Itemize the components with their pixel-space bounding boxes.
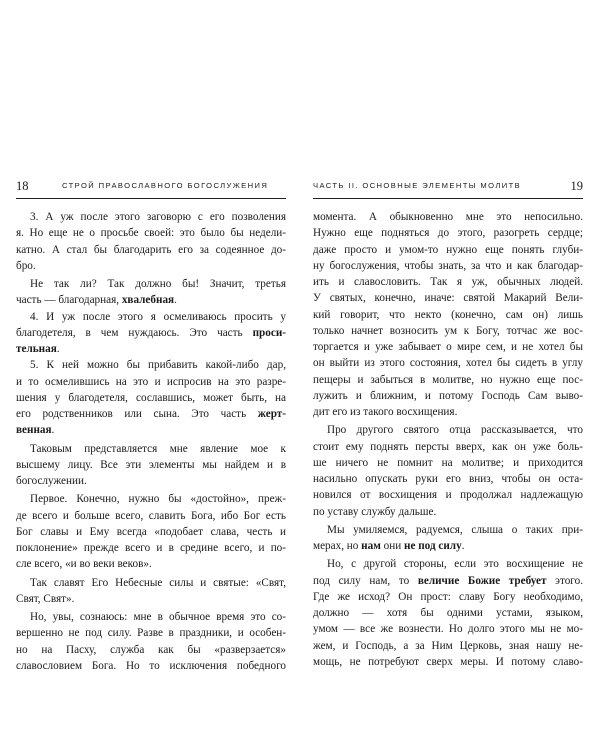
text-line: У святых, конечно, иначе: святой Макарий Вели- xyxy=(313,292,583,305)
bold-text: жерт- xyxy=(257,408,286,420)
right-running-head: ЧАСТЬ II. ОСНОВНЫЕ ЭЛЕМЕНТЫ МОЛИТВ xyxy=(313,181,522,190)
text-line xyxy=(16,406,286,422)
text-line xyxy=(16,341,286,357)
text-line: Не так ли? Так должно бы! Значит, третья xyxy=(30,278,286,290)
text-line: Про другого святого отца рассказывается, что xyxy=(327,424,583,437)
text-line xyxy=(16,292,286,308)
bold-text: проси- xyxy=(252,326,286,339)
bold-text: величие Божие требует xyxy=(417,574,547,587)
text-line: поклонение» прежде всего и в средине всего, и по- xyxy=(16,542,286,554)
text-line: вершенно не под силу. Разве в праздники, и особен- xyxy=(16,627,286,640)
text-line: насильно опускать руки его вниз, чтобы он оста- xyxy=(313,473,583,485)
text-line: катно. А стал бы благодарить его за содеянное до- xyxy=(16,243,286,256)
left-page xyxy=(16,178,286,674)
text-line: Свят, Свят». xyxy=(16,592,75,605)
text-line: Нужно еще подняться до этого, разогреть сердце; xyxy=(313,227,583,240)
text-line xyxy=(313,573,583,589)
right-page-text xyxy=(313,209,583,670)
text-span: благодетеля, в чем нуждаюсь. Это часть xyxy=(16,326,253,339)
text-line: Бог славы и Ему всегда «подобает слава, честь и xyxy=(16,525,286,538)
text-line: по уставу службу дальше. xyxy=(313,505,437,518)
bold-text: тельная xyxy=(16,343,57,355)
text-line: Так славят Его Небесные силы и святые: «Свят, xyxy=(30,576,286,589)
text-line: Первое. Конечно, нужно бы «достойно», преж- xyxy=(30,493,286,506)
text-line: пещеры и забыться в молитве, но нужно еще пос- xyxy=(313,373,583,386)
text-span: они xyxy=(380,540,405,552)
left-page-header xyxy=(16,178,286,199)
text-line: Но, увы, сознаюсь: мне в обычное время это со- xyxy=(30,611,286,623)
text-span: этого. xyxy=(546,574,583,587)
text-line xyxy=(313,538,583,554)
text-line: он выйти из этого состояния, хотел бы сидеть в углу xyxy=(313,357,583,370)
bold-text: венная xyxy=(16,424,52,437)
text-line: дит его из такого восхищения. xyxy=(313,406,458,418)
text-line: Где же исход? Он прост: славу Богу необходимо, xyxy=(313,590,583,603)
text-line: Но, с другой стороны, если это восхищение не xyxy=(327,558,583,571)
text-span: под силу нам, то xyxy=(313,574,418,587)
text-line: должно — хотя бы одними устами, языком, xyxy=(313,607,583,619)
text-span: . xyxy=(56,343,60,355)
text-line: лужить и ближним, и потому Господь Сам выво- xyxy=(313,389,583,402)
text-line: я. Но еще не о просьбе своей: это было бы недели- xyxy=(16,227,286,240)
bold-text: нам xyxy=(361,540,381,552)
text-line: сле всего, «и во веки веков». xyxy=(16,558,152,571)
bold-text: хвалебная xyxy=(121,294,175,307)
text-span: его родственников или сына. Это часть xyxy=(16,408,258,420)
bold-text: не под силу xyxy=(404,540,462,552)
text-line: даже просто и умом-то нужно еще понять глуби- xyxy=(313,243,583,256)
text-line: торгается и уже забывает о мире сем, и не хотел бы xyxy=(313,341,583,353)
text-line: но на Пасху, служба как бы «разверзается» xyxy=(16,643,286,656)
text-line: кий говорит, что некто (конечно, сам он) лишь xyxy=(313,308,583,321)
text-line: ну богослужения, чтобы знать, за что и как благодар- xyxy=(313,259,583,272)
text-span: . xyxy=(461,540,465,552)
text-line: шения у благодетеля, сославшись, может быть, на xyxy=(16,391,286,404)
text-line: и то осмелившись на это и испросив на это разре- xyxy=(16,375,286,388)
text-line xyxy=(16,422,286,438)
text-line: новился от восхищения и продолжал надлежащую xyxy=(313,489,583,502)
left-page-text xyxy=(16,209,286,674)
text-line: мощь, не потребуют сверх меры. И потому славо- xyxy=(313,655,583,668)
text-line: высшему лицу. Все эти элементы мы найдем и в xyxy=(16,458,286,471)
text-line: богослужении. xyxy=(16,475,87,487)
text-line: де всего и больше всего, славить Бога, ибо Бог есть xyxy=(16,509,286,522)
text-line: умом — все же вознести. Но долго этого мы не мо- xyxy=(313,623,583,636)
text-line: 3. А уж после этого заговорю с его позволения xyxy=(30,211,286,223)
text-line: бро. xyxy=(16,259,36,272)
text-line: 4. И уж после этого я осмеливаюсь просить у xyxy=(30,310,286,323)
right-page xyxy=(313,178,583,670)
left-running-head: СТРОЙ ПРАВОСЛАВНОГО БОГОСЛУЖЕНИЯ xyxy=(62,181,269,190)
right-page-number: 19 xyxy=(570,179,583,193)
text-line: только начнет возносить ум к Богу, тотчас же вос- xyxy=(313,324,583,337)
text-line: стоит ему поднять персты вверх, как он уже боль- xyxy=(313,440,583,453)
text-line: Мы умиляемся, радуемся, слыша о таких при- xyxy=(327,523,583,536)
text-span: . xyxy=(51,424,55,437)
text-line: ить и славословить. Так я уж, обычных людей. xyxy=(313,276,583,288)
text-line: славословием Бога. Но то исключения победного xyxy=(16,659,286,672)
left-page-number: 18 xyxy=(16,179,29,193)
text-line xyxy=(16,325,286,341)
text-span: часть — благодарная, xyxy=(16,294,122,307)
text-line: 5. К ней можно бы прибавить какой-либо дар, xyxy=(30,359,286,372)
right-page-header xyxy=(313,178,583,199)
text-line: Таковым представляется мне явление мое к xyxy=(30,442,286,455)
text-span: . xyxy=(174,294,177,307)
text-span: мерах, но xyxy=(313,540,362,552)
text-line: ше ничего не помнит на молитве; и приходится xyxy=(313,456,583,469)
text-line: жем, и Господь, а за Ним Церковь, зная нашу не- xyxy=(313,639,583,652)
text-line: момента. А обыкновенно мне это непосильно. xyxy=(313,211,583,223)
